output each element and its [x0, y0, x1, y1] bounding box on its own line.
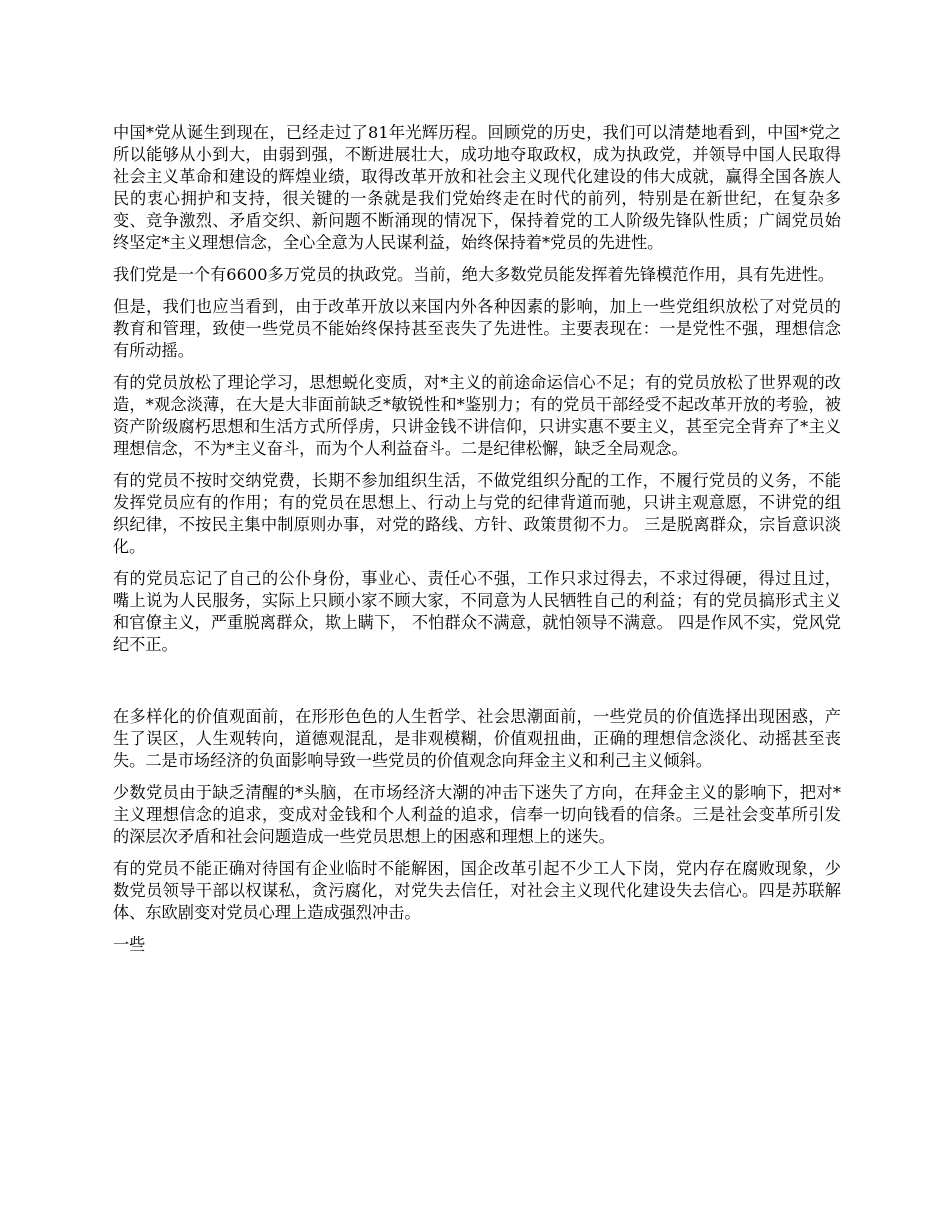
document-body	[113, 122, 841, 966]
paragraph: 少数党员由于缺乏清醒的*头脑，在市场经济大潮的冲击下迷失了方向，在拜金主义的影响下，把对*主义理想信念的追求，变成对金钱和个人利益的追求，信奉一切向钱看的信条。三是社会变革所引发的深层次矛盾和社会问题造成一些党员思想上的困惑和理想上的迷失。	[113, 783, 841, 846]
paragraph: 有的党员忘记了自己的公仆身份，事业心、责任心不强，工作只求过得去，不求过得硬，得过且过，嘴上说为人民服务，实际上只顾小家不顾大家，不同意为人民牺牲自己的利益；有的党员搞形式主义和官僚主义，严重脱离群众，欺上瞒下， 不怕群众不满意，就怕领导不满意。 四是作风不实，党风党纪不正。	[113, 569, 841, 654]
paragraph: 有的党员不能正确对待国有企业临时不能解困，国企改革引起不少工人下岗，党内存在腐败现象，少数党员领导干部以权谋私，贪污腐化，对党失去信任，对社会主义现代化建设失去信心。四是苏联解体、东欧剧变对党员心理上造成强烈冲击。	[113, 859, 841, 922]
section-gap	[113, 666, 841, 706]
paragraph: 一些	[113, 935, 146, 954]
paragraph: 但是，我们也应当看到，由于改革开放以来国内外各种因素的影响，加上一些党组织放松了对党员的教育和管理，致使一些党员不能始终保持甚至丧失了先进性。主要表现在：一是党性不强，理想信念有所动摇。	[113, 297, 841, 360]
paragraph: 我们党是一个有6600多万党员的执政党。当前，绝大多数党员能发挥着先锋模范作用，具有先进性。	[113, 265, 835, 284]
paragraph: 有的党员放松了理论学习，思想蜕化变质，对*主义的前途命运信心不足；有的党员放松了世界观的改造，*观念淡薄，在大是大非面前缺乏*敏锐性和*鉴别力；有的党员干部经受不起改革开放的考验，被资产阶级腐朽思想和生活方式所俘虏，只讲金钱不讲信仰，只讲实惠不要主义，甚至完全背弃了*主义理想信念，不为*主义奋斗，而为个人利益奋斗。二是纪律松懈，缺乏全局观念。	[113, 373, 841, 458]
paragraph: 中国*党从诞生到现在，已经走过了81年光辉历程。回顾党的历史，我们可以清楚地看到，中国*党之所以能够从小到大，由弱到强，不断进展壮大，成功地夺取政权，成为执政党，并领导中国人民取得社会主义革命和建设的辉煌业绩，取得改革开放和社会主义现代化建设的伟大成就，赢得全国各族人民的衷心拥护和支持，很关键的一条就是我们党始终走在时代的前列，特别是在新世纪，在复杂多变、竞争激烈、矛盾交织、新问题不断涌现的情况下，保持着党的工人阶级先锋队性质；广阔党员始终坚定*主义理想信念，全心全意为人民谋利益，始终保持着*党员的先进性。	[113, 123, 841, 252]
paragraph: 在多样化的价值观面前，在形形色色的人生哲学、社会思潮面前，一些党员的价值选择出现困惑，产生了误区，人生观转向，道德观混乱，是非观模糊，价值观扭曲，正确的理想信念淡化、动摇甚至丧失。二是市场经济的负面影响导致一些党员的价值观念向拜金主义和利己主义倾斜。	[113, 707, 841, 770]
paragraph: 有的党员不按时交纳党费，长期不参加组织生活，不做党组织分配的工作，不履行党员的义务，不能发挥党员应有的作用；有的党员在思想上、行动上与党的纪律背道而驰，只讲主观意愿，不讲党的组织纪律，不按民主集中制原则办事，对党的路线、方针、政策贯彻不力。 三是脱离群众，宗旨意识淡化。	[113, 471, 841, 556]
